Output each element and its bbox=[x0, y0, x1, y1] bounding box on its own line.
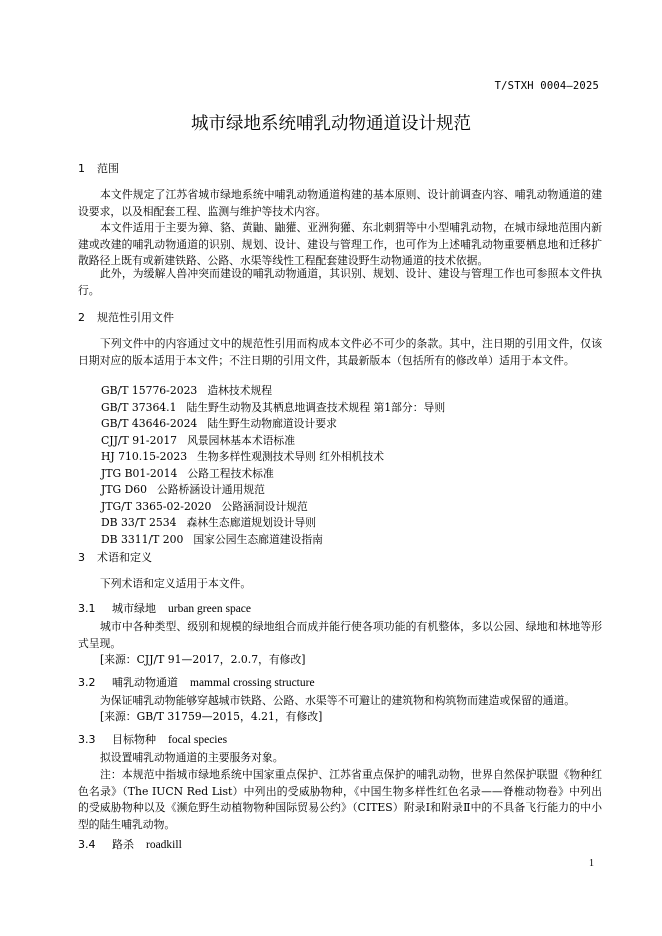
page-number: 1 bbox=[589, 858, 594, 869]
term-number: 3.2 bbox=[78, 676, 96, 689]
term-number: 3.4 bbox=[78, 838, 96, 851]
reference-item bbox=[101, 416, 337, 431]
reference-title: 国家公园生态廊道建设指南 bbox=[193, 533, 323, 546]
reference-item bbox=[101, 532, 323, 547]
reference-code: GB/T 37364.1 bbox=[101, 401, 177, 414]
reference-code: JTG B01-2014 bbox=[101, 467, 178, 480]
reference-item bbox=[101, 466, 274, 481]
reference-code: CJJ/T 91-2017 bbox=[101, 434, 178, 447]
section-1-paragraph-3: 此外，为缓解人兽冲突而建设的哺乳动物通道，其识别、规划、设计、建设与管理工作也可参照本文件执行。 bbox=[78, 267, 602, 297]
reference-item bbox=[101, 499, 308, 514]
term-name: 城市绿地 bbox=[112, 602, 156, 615]
section-title: 术语和定义 bbox=[97, 551, 152, 564]
term-english: mammal crossing structure bbox=[190, 677, 315, 689]
term-number: 3.3 bbox=[78, 733, 96, 746]
standard-number: T/STXH 0004—2025 bbox=[494, 80, 599, 92]
reference-title: 风景园林基本术语标准 bbox=[187, 434, 296, 447]
document-title: 城市绿地系统哺乳动物通道设计规范 bbox=[191, 114, 471, 134]
reference-title: 公路桥涵设计通用规范 bbox=[156, 483, 265, 496]
reference-title: 生物多样性观测技术导则 红外相机技术 bbox=[197, 450, 385, 463]
section-number: 2 bbox=[78, 311, 85, 324]
term-3-3-heading bbox=[78, 731, 227, 747]
term-english: focal species bbox=[168, 734, 228, 746]
reference-code: DB 3311/T 200 bbox=[101, 533, 184, 546]
term-3-4-heading bbox=[78, 836, 182, 852]
reference-code: HJ 710.15-2023 bbox=[101, 450, 188, 463]
term-number: 3.1 bbox=[78, 602, 96, 615]
reference-code: JTG/T 3365-02-2020 bbox=[101, 500, 212, 513]
term-name: 路杀 bbox=[112, 838, 134, 851]
term-english: urban green space bbox=[168, 603, 252, 615]
reference-title: 森林生态廊道规划设计导则 bbox=[186, 516, 317, 529]
term-3-1-definition: 城市中各种类型、级别和规模的绿地组合而成并能行使各项功能的有机整体，多以公园、绿地和林地等形式呈现。 bbox=[78, 620, 602, 650]
reference-title: 陆生野生动物及其栖息地调查技术规程 第1部分：导则 bbox=[186, 401, 446, 414]
reference-item bbox=[101, 515, 316, 530]
section-2-intro: 下列文件中的内容通过文中的规范性引用而构成本文件必不可少的条款。其中，注日期的引用文件，仅该日期对应的版本适用于本文件；不注日期的引用文件，其最新版本（包括所有的修改单）适用于本文件。 bbox=[78, 337, 602, 367]
term-3-1-source: [来源：CJJ/T 91—2017，2.0.7，有修改] bbox=[100, 653, 306, 666]
section-3-heading bbox=[78, 549, 152, 565]
reference-title: 公路涵洞设计规范 bbox=[221, 500, 308, 513]
section-1-heading bbox=[78, 160, 119, 176]
section-title: 范围 bbox=[97, 162, 119, 175]
term-name: 目标物种 bbox=[112, 733, 156, 746]
reference-code: GB/T 15776-2023 bbox=[101, 384, 198, 397]
section-1-paragraph-1: 本文件规定了江苏省城市绿地系统中哺乳动物通道构建的基本原则、设计前调查内容、哺乳动物通道的建设要求，以及相配套工程、监测与维护等技术内容。 bbox=[78, 188, 602, 218]
section-number: 1 bbox=[78, 162, 85, 175]
term-3-2-definition: 为保证哺乳动物能够穿越城市铁路、公路、水渠等不可避让的建筑物和构筑物而建造或保留的通道。 bbox=[100, 694, 576, 707]
reference-item bbox=[101, 383, 272, 398]
section-title: 规范性引用文件 bbox=[97, 311, 174, 324]
reference-item bbox=[101, 482, 265, 497]
section-3-intro: 下列术语和定义适用于本文件。 bbox=[100, 577, 252, 590]
reference-code: DB 33/T 2534 bbox=[101, 516, 177, 529]
term-3-3-note: 注：本规范中指城市绿地系统中国家重点保护、江苏省重点保护的哺乳动物，世界自然保护联盟《物种红色名录》（The IUCN Red List）中列出的受威胁物种，《中国生物多样性红色名录——脊椎动物卷》中列出的受威胁物种以及《濒危野生动植物物种国际贸易公约》（CITES）附录Ⅰ和附录Ⅱ中的不具备飞行能力的中小型的陆生哺乳动物。 bbox=[78, 768, 602, 831]
reference-item bbox=[101, 449, 384, 464]
reference-title: 陆生野生动物廊道设计要求 bbox=[207, 417, 337, 430]
section-2-heading bbox=[78, 309, 174, 325]
term-name: 哺乳动物通道 bbox=[112, 676, 178, 689]
term-3-3-definition: 拟设置哺乳动物通道的主要服务对象。 bbox=[100, 751, 284, 764]
section-1-paragraph-2: 本文件适用于主要为獐、貉、黄鼬、鼬獾、亚洲狗獾、东北刺猬等中小型哺乳动物，在城市绿地范围内新建或改建的哺乳动物通道的识别、规划、设计、建设与管理工作，也可作为上述哺乳动物重要栖息地和迁移扩散路径上既有或新建铁路、公路、水渠等线性工程配套建设野生动物通道的技术依据。 bbox=[78, 221, 602, 267]
term-english: roadkill bbox=[146, 839, 182, 851]
term-3-2-heading bbox=[78, 674, 315, 690]
reference-code: GB/T 43646-2024 bbox=[101, 417, 198, 430]
term-3-1-heading bbox=[78, 600, 251, 616]
reference-title: 公路工程技术标准 bbox=[187, 467, 274, 480]
reference-code: JTG D60 bbox=[101, 483, 147, 496]
reference-item bbox=[101, 400, 445, 415]
reference-item bbox=[101, 433, 295, 448]
reference-title: 造林技术规程 bbox=[207, 384, 273, 397]
term-3-2-source: [来源：GB/T 31759—2015，4.21，有修改] bbox=[100, 710, 323, 723]
section-number: 3 bbox=[78, 551, 85, 564]
